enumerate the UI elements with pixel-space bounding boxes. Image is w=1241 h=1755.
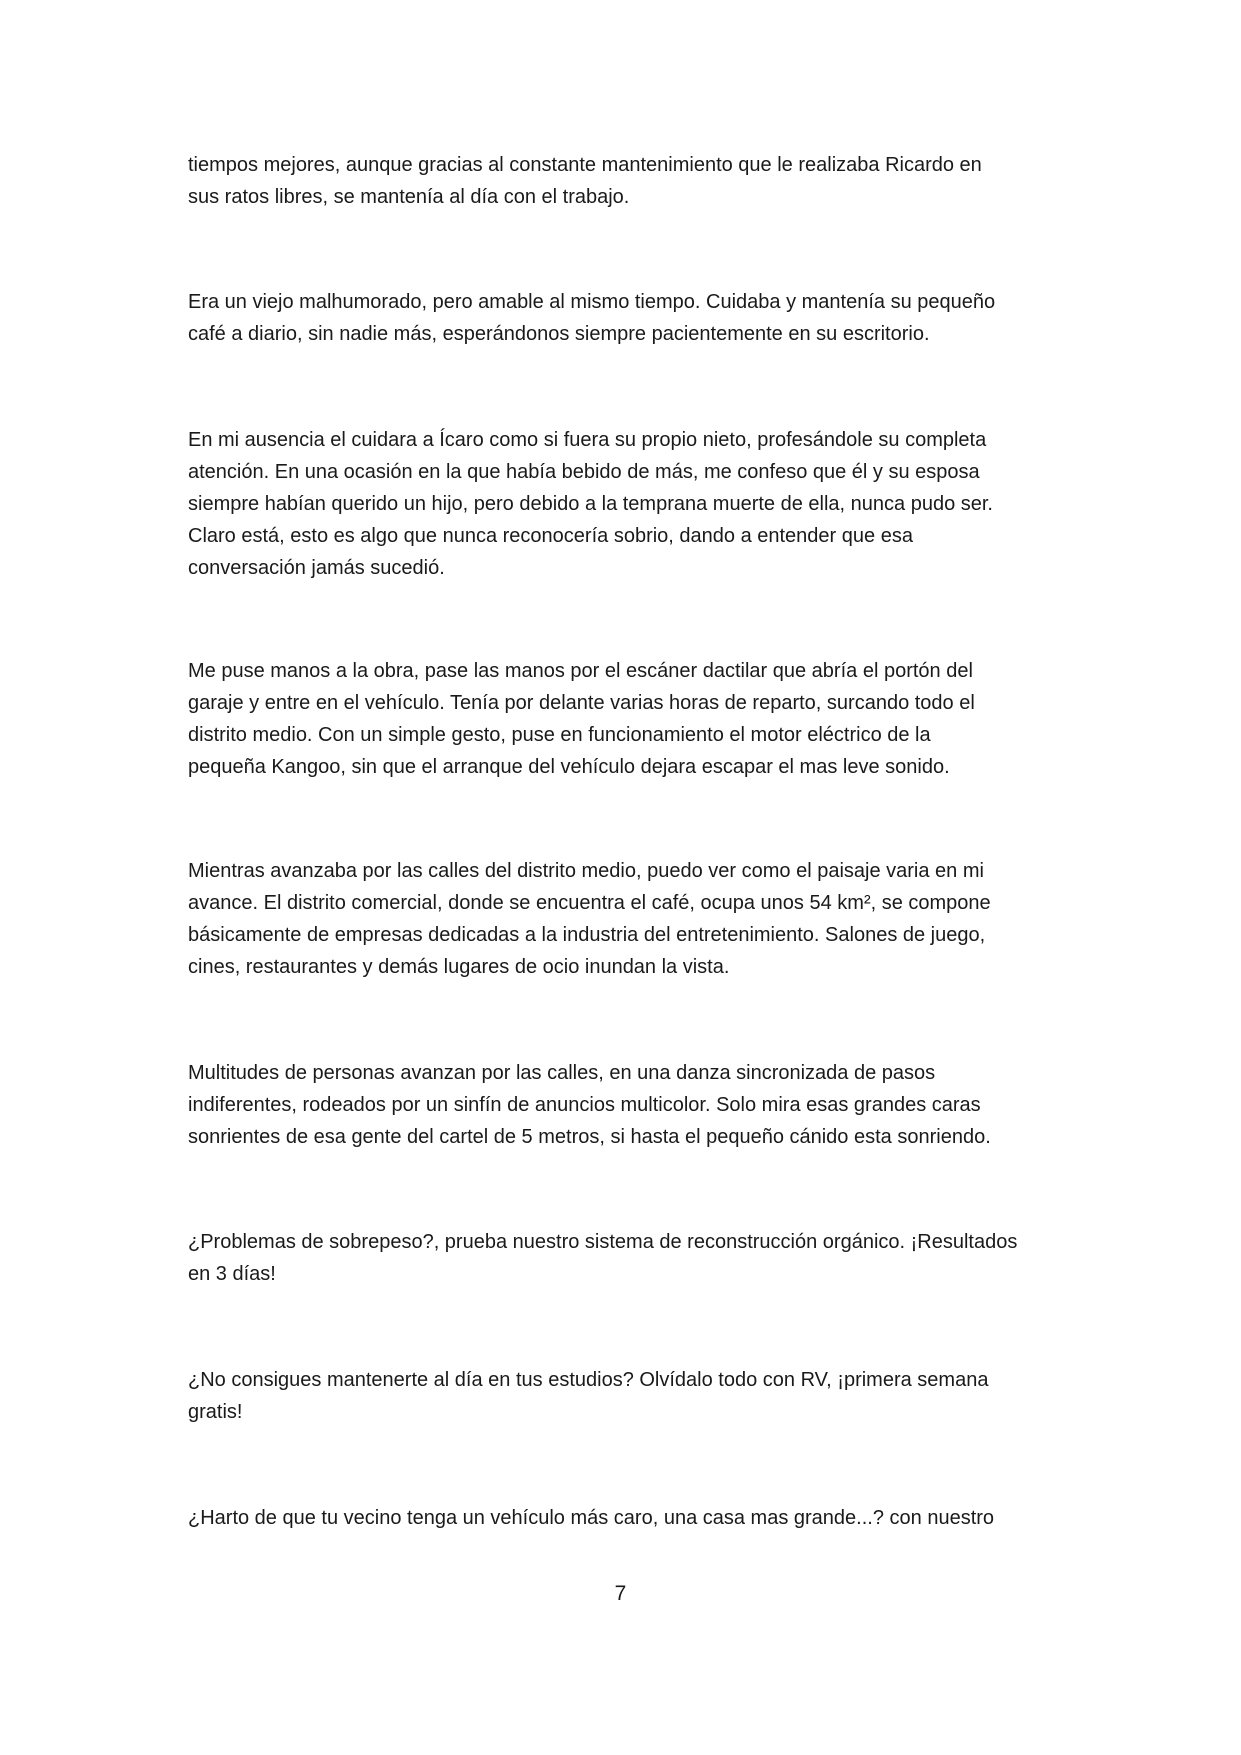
paragraph-3 xyxy=(188,424,1068,584)
paragraph-9 xyxy=(188,1502,1068,1534)
text-line: sonrientes de esa gente del cartel de 5 metros, si hasta el pequeño cánido esta sonriendo. xyxy=(188,1126,991,1148)
text-line: distrito medio. Con un simple gesto, puse en funcionamiento el motor eléctrico de la xyxy=(188,724,931,746)
paragraph-4 xyxy=(188,655,1068,783)
text-line: conversación jamás sucedió. xyxy=(188,557,445,579)
paragraph-1 xyxy=(188,149,1068,213)
paragraph-2 xyxy=(188,286,1068,350)
text-line: avance. El distrito comercial, donde se encuentra el café, ocupa unos 54 km², se compone xyxy=(188,892,991,914)
text-line: garaje y entre en el vehículo. Tenía por delante varias horas de reparto, surcando todo el xyxy=(188,692,975,714)
text-line: Claro está, esto es algo que nunca reconocería sobrio, dando a entender que esa xyxy=(188,525,913,547)
text-line: pequeña Kangoo, sin que el arranque del vehículo dejara escapar el mas leve sonido. xyxy=(188,756,950,778)
text-line: atención. En una ocasión en la que había bebido de más, me confeso que él y su esposa xyxy=(188,461,980,483)
text-line: cines, restaurantes y demás lugares de ocio inundan la vista. xyxy=(188,956,730,978)
paragraph-7 xyxy=(188,1226,1068,1290)
text-line: ¿Harto de que tu vecino tenga un vehículo más caro, una casa mas grande...? con nuestro xyxy=(188,1507,995,1529)
paragraph-6 xyxy=(188,1057,1068,1153)
text-line: café a diario, sin nadie más, esperándonos siempre pacientemente en su escritorio. xyxy=(188,323,930,345)
text-line: Era un viejo malhumorado, pero amable al mismo tiempo. Cuidaba y mantenía su pequeño xyxy=(188,291,996,313)
paragraph-5 xyxy=(188,855,1068,983)
text-line: siempre habían querido un hijo, pero debido a la temprana muerte de ella, nunca pudo ser. xyxy=(188,493,993,515)
text-line: tiempos mejores, aunque gracias al constante mantenimiento que le realizaba Ricardo en xyxy=(188,154,982,176)
text-line: ¿No consigues mantenerte al día en tus estudios? Olvídalo todo con RV, ¡primera semana xyxy=(188,1369,989,1391)
text-line: indiferentes, rodeados por un sinfín de anuncios multicolor. Solo mira esas grandes caras xyxy=(188,1094,981,1116)
text-line: En mi ausencia el cuidara a Ícaro como si fuera su propio nieto, profesándole su completa xyxy=(188,429,987,451)
text-line: Me puse manos a la obra, pase las manos por el escáner dactilar que abría el portón del xyxy=(188,660,973,682)
text-line: Multitudes de personas avanzan por las calles, en una danza sincronizada de pasos xyxy=(188,1062,936,1084)
text-line: Mientras avanzaba por las calles del distrito medio, puedo ver como el paisaje varia en mi xyxy=(188,860,984,882)
paragraph-8 xyxy=(188,1364,1068,1428)
text-line: gratis! xyxy=(188,1401,243,1423)
text-line: sus ratos libres, se mantenía al día con el trabajo. xyxy=(188,186,630,208)
text-line: en 3 días! xyxy=(188,1263,276,1285)
text-line: ¿Problemas de sobrepeso?, prueba nuestro sistema de reconstrucción orgánico. ¡Resultados xyxy=(188,1231,1018,1253)
text-line: básicamente de empresas dedicadas a la industria del entretenimiento. Salones de juego, xyxy=(188,924,986,946)
page-number: 7 xyxy=(614,1582,627,1605)
